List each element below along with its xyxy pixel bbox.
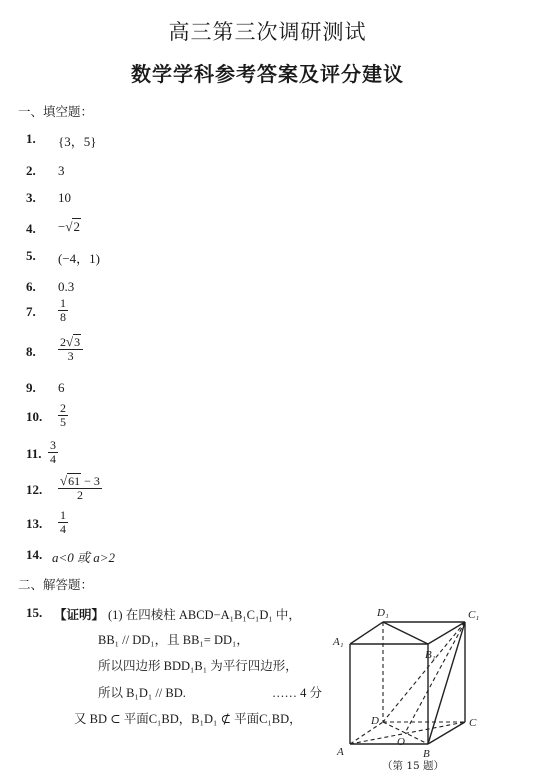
answer-number: 3. [26,190,36,205]
label-C: C [469,717,477,729]
answer-number: 11. [26,446,42,461]
label-B1: B₁ [425,649,436,661]
answer-number: 12. [26,482,43,497]
edge-A1D1 [350,622,383,644]
answer-value: 6 [58,380,65,395]
answer-number: 5. [26,248,36,263]
answer-number: 6. [26,279,36,294]
fraction [58,402,68,428]
answer-value [58,335,83,362]
numerator: √61 − 3 [60,473,100,488]
proof-line: 所以四边形 BDD₁B₁ 为平行四边形， [98,659,298,673]
section-fill-heading: 一、填空题： [18,104,94,119]
radicand: 2 [73,219,80,234]
fraction [58,509,68,535]
label-A: A [337,746,344,758]
edge-C1O [405,622,465,733]
sqrt-expression: √2 [65,219,80,234]
answer-value: 10 [58,190,71,205]
score-note: …… 4 分 [272,686,323,700]
label-B: B [423,748,430,760]
answer-value [58,219,81,235]
answer-number: 2. [26,163,36,178]
denominator: 2 [76,487,83,502]
numerator: 1 [60,508,66,522]
answer-value: {3，5} [58,134,97,149]
fraction [48,439,58,465]
numerator-tail: − 3 [81,474,100,488]
radicand: 3 [74,335,81,349]
prism-figure [325,600,525,778]
fraction [58,474,102,501]
numerator: 1 [60,296,66,310]
answer-number: 4. [26,221,36,236]
answer-number: 1. [26,131,36,146]
page-title: 高三第三次调研测试 [168,20,367,44]
answer-value: a<0 或 a>2 [52,550,116,565]
coefficient: 2 [60,335,66,349]
answer-value: (−4，1) [58,251,100,266]
proof-line: BB₁ // DD₁，且 BB₁= DD₁， [98,633,249,647]
section-solve-heading: 二、解答题： [18,577,94,592]
denominator: 5 [60,414,66,429]
proof-line: (1) 在四棱柱 ABCD−A₁B₁C₁D₁ 中， [108,608,301,622]
proof-line: 又 BD ⊂ 平面C₁BD，B₁D₁ ⊄ 平面C₁BD， [74,712,302,726]
answer-value [58,474,102,501]
edge-C1D [383,622,465,722]
numerator: 2√3 [58,335,83,350]
answer-value [58,297,68,323]
answer-number: 7. [26,304,36,319]
denominator: 3 [67,348,74,363]
denominator: 4 [50,451,56,466]
figure-caption: （第 15 题） [382,760,445,772]
proof-tag: 【证明】 [54,608,105,622]
page-subtitle: 数学学科参考答案及评分建议 [131,62,404,86]
label-D1: D₁ [377,607,389,619]
answer-value: 3 [58,163,65,178]
problem-number: 15. [26,605,43,620]
numerator: 2 [60,401,66,415]
answer-value [48,439,58,465]
denominator: 8 [60,309,66,324]
proof-line: 所以 B₁D₁ // BD. [98,686,186,700]
answer-value: 0.3 [58,279,75,294]
answer-value [58,509,68,535]
answer-number: 8. [26,344,36,359]
label-C1: C₁ [468,609,480,621]
answer-number: 10. [26,409,43,424]
label-O: O [397,736,405,748]
radicand: 61 [68,474,81,488]
answer-number: 14. [26,547,43,562]
minus-sign: − [58,219,66,234]
numerator: 3 [50,438,56,452]
denominator: 4 [60,521,66,536]
edge-D1B1 [383,622,428,644]
fraction [58,297,68,323]
answer-number: 13. [26,516,43,531]
label-A1: A₁ [333,636,344,648]
answer-value [58,402,68,428]
fraction [58,335,83,362]
label-D: D [371,715,379,727]
answer-number: 9. [26,380,36,395]
